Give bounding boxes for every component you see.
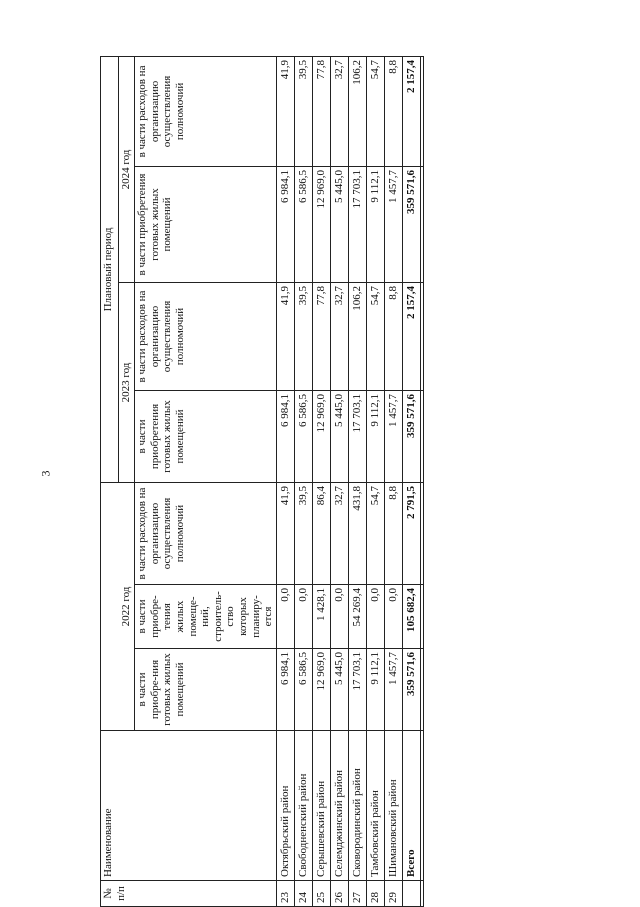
table-sheet [100,57,418,907]
table-row: 28 Тамбовский район 9 112,1 0,0 54,7 9 112,1 54,7 9 112,1 54,7 [367,56,385,906]
header-2024-buy: в части приобретения готовых жилых помещений [135,167,277,283]
rotated-table-frame [100,57,418,907]
header-2024-admin: в части расходов на организацию осуществления полномочий [135,56,277,166]
header-2023-admin: в части расходов на организацию осуществления полномочий [135,283,277,391]
header-2022-build: в части приобре-тения жилых помеще-ний, строитель-ство которых планиру-ется [135,585,277,649]
header-2022-buy: в части приобре-ния готовых жилых помещений [135,649,277,731]
header-2023: 2023 год [119,283,135,483]
subsidy-table [100,56,424,907]
header-2024: 2024 год [119,56,135,282]
header-2022-admin: в части расходов на организацию осуществления полномочий [135,483,277,585]
table-row: 29 Шимановский район 1 457,7 0,0 8,8 1 457,7 8,8 1 457,7 8,8 [385,56,403,906]
table-row: 27 Сковородинский район 17 703,1 54 269,4 431,8 17 703,1 106,2 17 703,1 106,2 [349,56,367,906]
header-plan-period: Плановый период [101,56,119,482]
header-2023-buy: в части приобретения готовых жилых помещений [135,391,277,483]
table-row: 26 Селемджинский район 5 445,0 0,0 32,7 5 445,0 32,7 5 445,0 32,7 [331,56,349,906]
table-row-total: Всего 359 571,6 105 682,4 2 791,5 359 571,6 2 157,4 359 571,6 2 157,4 [403,56,421,906]
table-row: 24 Свободненский район 6 586,5 0,0 39,5 6 586,5 39,5 6 586,5 39,5 [295,56,313,906]
table-row: 23 Октябрьский район 6 984,1 0,0 41,9 6 984,1 41,9 6 984,1 41,9 [277,56,295,906]
header-num: № п/п [101,881,277,907]
table-row: 25 Серышевский район 12 969,0 1 428,1 86,4 12 969,0 77,8 12 969,0 77,8 [313,56,331,906]
header-2022: 2022 год [101,483,135,731]
header-name: Наименование [101,731,277,881]
table-filler-row [421,56,424,906]
page-number: 3 [38,470,53,477]
